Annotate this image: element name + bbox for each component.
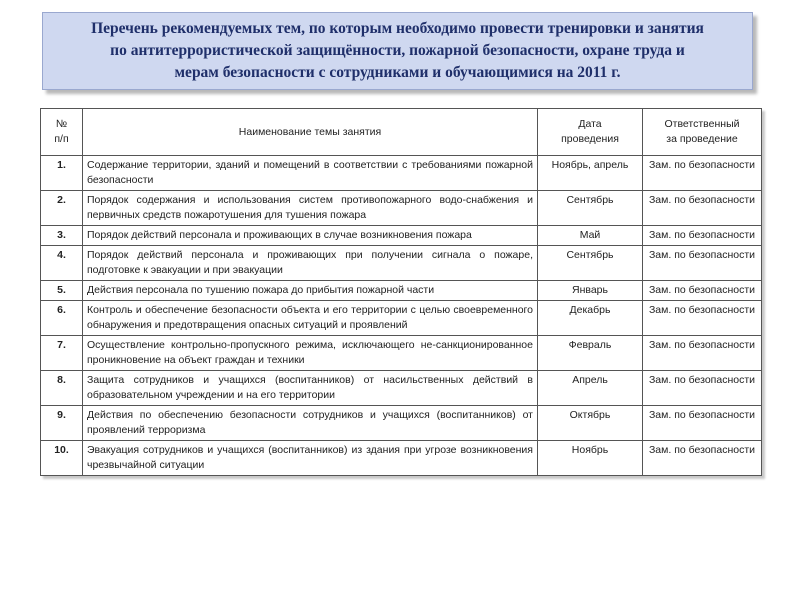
table-row: [41, 191, 762, 226]
row-responsible: Зам. по безопасности: [643, 156, 762, 191]
row-date: Апрель: [538, 371, 643, 406]
table-row: [41, 226, 762, 246]
row-topic: Защита сотрудников и учащихся (воспитанников) от насильственных действий в образовательном учреждении и на его территории: [83, 371, 538, 406]
row-number: 7.: [41, 336, 83, 371]
row-responsible: Зам. по безопасности: [643, 281, 762, 301]
row-topic: Осуществление контрольно-пропускного режима, исключающего не-санкционированное проникновение на объект граждан и техники: [83, 336, 538, 371]
row-responsible: Зам. по безопасности: [643, 191, 762, 226]
row-responsible: Зам. по безопасности: [643, 301, 762, 336]
table-row: [41, 246, 762, 281]
table-row: [41, 406, 762, 441]
row-date: Ноябрь: [538, 441, 643, 476]
row-number: 4.: [41, 246, 83, 281]
title-line-3: мерам безопасности с сотрудниками и обучающимися на 2011 г.: [174, 64, 621, 81]
row-date: Май: [538, 226, 643, 246]
row-date: Декабрь: [538, 301, 643, 336]
row-number: 1.: [41, 156, 83, 191]
table-row: [41, 301, 762, 336]
row-topic: Порядок действий персонала и проживающих при получении сигнала о пожаре, подготовке к эвакуации и при эвакуации: [83, 246, 538, 281]
row-topic: Эвакуация сотрудников и учащихся (воспитанников) из здания при угрозе возникновения чрезвычайной ситуации: [83, 441, 538, 476]
row-number: 9.: [41, 406, 83, 441]
row-topic: Действия персонала по тушению пожара до прибытия пожарной части: [83, 281, 538, 301]
row-topic: Порядок действий персонала и проживающих в случае возникновения пожара: [83, 226, 538, 246]
row-responsible: Зам. по безопасности: [643, 246, 762, 281]
row-number: 10.: [41, 441, 83, 476]
row-responsible: Зам. по безопасности: [643, 441, 762, 476]
table-row: [41, 281, 762, 301]
document-title: [91, 18, 704, 84]
row-responsible: Зам. по безопасности: [643, 371, 762, 406]
row-topic: Контроль и обеспечение безопасности объекта и его территории с целью своевременного обнаружения и предотвращения опасных ситуаций и проявлений: [83, 301, 538, 336]
table-row: [41, 156, 762, 191]
topics-table: [40, 108, 762, 476]
header-number: № п/п: [41, 109, 83, 156]
title-line-1: Перечень рекомендуемых тем, по которым необходимо провести тренировки и занятия: [91, 20, 704, 37]
row-date: Январь: [538, 281, 643, 301]
row-number: 8.: [41, 371, 83, 406]
row-date: Сентябрь: [538, 246, 643, 281]
row-date: Сентябрь: [538, 191, 643, 226]
header-topic: Наименование темы занятия: [83, 109, 538, 156]
row-responsible: Зам. по безопасности: [643, 406, 762, 441]
table-header-row: [41, 109, 762, 156]
table-row: [41, 371, 762, 406]
table-row: [41, 441, 762, 476]
row-topic: Содержание территории, зданий и помещений в соответствии с требованиями пожарной безопасности: [83, 156, 538, 191]
row-date: Октябрь: [538, 406, 643, 441]
row-date: Ноябрь, апрель: [538, 156, 643, 191]
row-number: 3.: [41, 226, 83, 246]
row-responsible: Зам. по безопасности: [643, 226, 762, 246]
row-number: 6.: [41, 301, 83, 336]
row-date: Февраль: [538, 336, 643, 371]
header-responsible: Ответственный за проведение: [643, 109, 762, 156]
row-number: 2.: [41, 191, 83, 226]
title-banner: [42, 12, 753, 90]
header-date: Дата проведения: [538, 109, 643, 156]
row-number: 5.: [41, 281, 83, 301]
row-topic: Порядок содержания и использования систем противопожарного водо-снабжения и первичных средств пожаротушения для тушения пожара: [83, 191, 538, 226]
title-line-2: по антитеррористической защищённости, пожарной безопасности, охране труда и: [110, 42, 685, 59]
row-topic: Действия по обеспечению безопасности сотрудников и учащихся (воспитанников) от проявлений терроризма: [83, 406, 538, 441]
table-row: [41, 336, 762, 371]
row-responsible: Зам. по безопасности: [643, 336, 762, 371]
